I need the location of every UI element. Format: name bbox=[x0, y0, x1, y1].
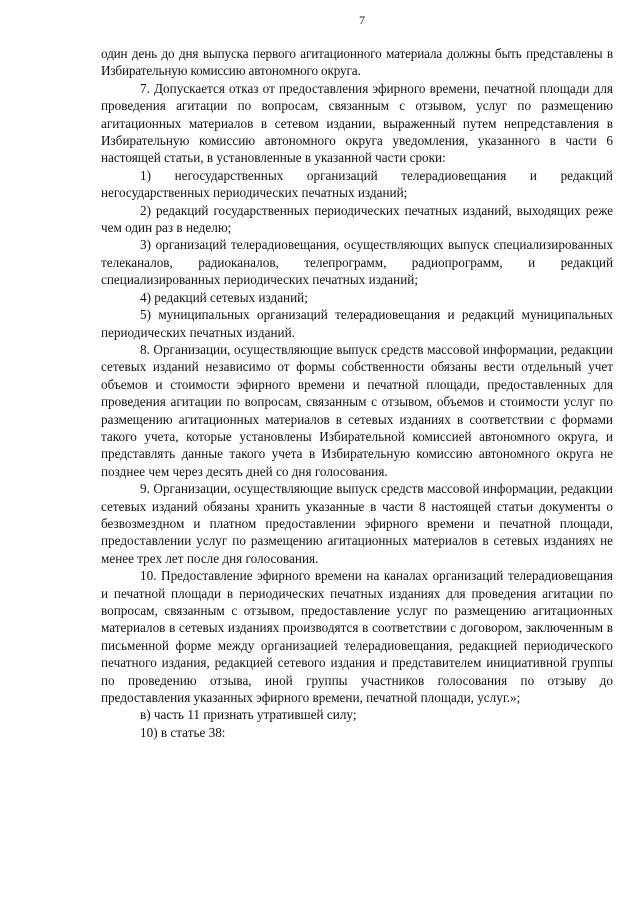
subparagraph-v: в) часть 11 признать утратившей силу; bbox=[140, 707, 357, 723]
list-item-3: 3) организаций телерадиовещания, осуществляющих выпуск специализированных телеканалов, радиоканалов, телепрограмм, радиопрограмм, и редакций специализированных периодических печатных изданий; bbox=[101, 237, 613, 288]
paragraph-continuation: один день до дня выпуска первого агитационного материала должны быть представлены в Избирательную комиссию автономного округа. bbox=[101, 46, 613, 79]
list-item-1: 1) негосударственных организаций телерадиовещания и редакций негосударственных периодических печатных изданий; bbox=[101, 167, 613, 201]
paragraph-part-8: 8. Организации, осуществляющие выпуск средств массовой информации, редакции сетевых изданий независимо от формы собственности обязаны вести отдельный учет объемов и стоимости эфирного времени и печатной площади, предоставленных для проведения агитации по вопросам, связанным с отзывом, объемов и стоимости услуг по размещению агитационных материалов в сетевых изданиях в соответствии с формами такого учета, которые установлены Избирательной комиссией автономного округа, и представлять данные такого учета в Избирательную комиссию автономного округа не позднее чем через десять дней со дня голосования. bbox=[101, 341, 613, 479]
paragraph-part-7: 7. Допускается отказ от предоставления эфирного времени, печатной площади для проведения агитации по вопросам, связанным с отзывом, услуг по размещению агитационных материалов в сетевом издании, выраженный путем непредставления в Избирательную комиссию автономного округа уведомления, указанного в части 6 настоящей статьи, в установленные в указанной части сроки: bbox=[101, 80, 613, 166]
item-10-heading: 10) в статье 38: bbox=[140, 724, 226, 740]
page-number: 7 bbox=[359, 13, 365, 27]
paragraph-part-10: 10. Предоставление эфирного времени на каналах организаций телерадиовещания и печатной площади в периодических печатных изданиях для проведения агитации по вопросам, связанным с отзывом, предоставление услуг по размещению агитационных материалов в сетевых изданиях производятся в соответствии с договором, заключенным в письменной форме между организацией телерадиовещания, редакцией периодического печатного издания, редакцией сетевого издания и представителем инициативной группы по проведению отзыва, иной группы участников голосования по отзыву до предоставления указанных эфирного времени, печатной площади, услуг.»; bbox=[101, 568, 613, 706]
list-item-5: 5) муниципальных организаций телерадиовещания и редакций муниципальных периодических печатных изданий. bbox=[101, 307, 613, 340]
paragraph-part-9: 9. Организации, осуществляющие выпуск средств массовой информации, редакции сетевых изданий обязаны хранить указанные в части 8 настоящей статьи документы о безвозмездном и платном предоставлении эфирного времени и печатной площади, предоставлении услуг по размещению агитационных материалов в сетевых изданиях не менее трех лет после дня голосования. bbox=[101, 481, 613, 566]
list-item-4: 4) редакций сетевых изданий; bbox=[140, 289, 308, 305]
list-item-2: 2) редакций государственных периодических печатных изданий, выходящих реже чем один раз в неделю; bbox=[101, 202, 613, 236]
